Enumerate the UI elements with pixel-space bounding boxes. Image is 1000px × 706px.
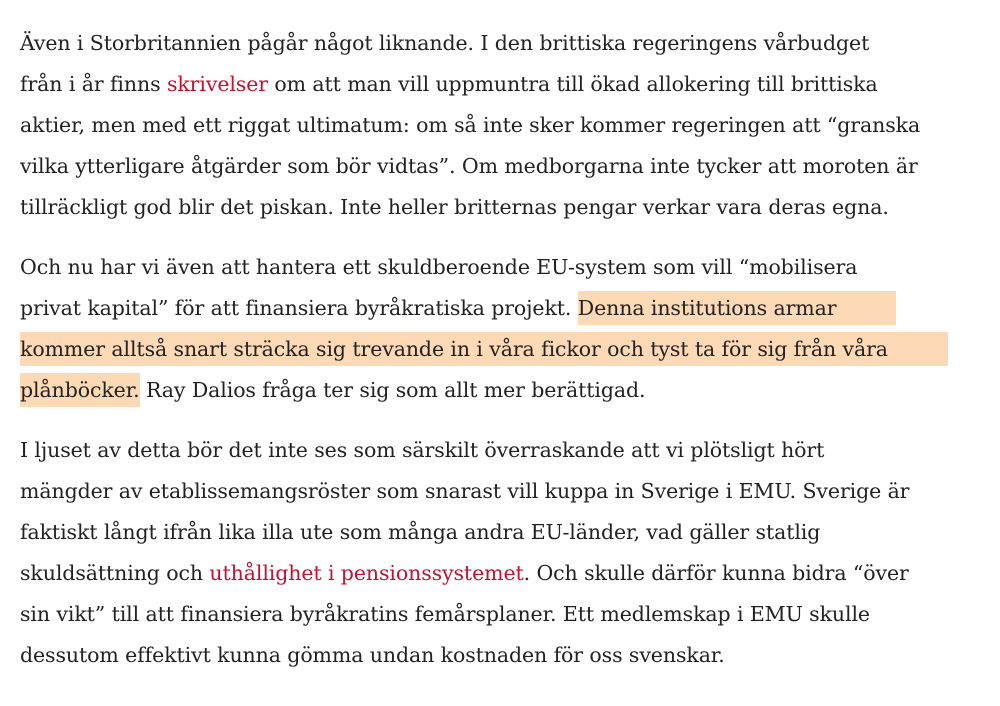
highlighted-quote[interactable]: kommer alltså snart sträcka sig trevande in i våra fickor och tyst ta för sig från våra — [20, 332, 888, 366]
article-body — [20, 23, 995, 695]
paragraph-3 — [20, 430, 995, 676]
text-span: skuldsättning och — [20, 561, 210, 585]
link-uthallighet-i-pensionssystemet[interactable]: uthållighet i pensionssystemet — [209, 561, 524, 585]
text-line: vilka ytterligare åtgärder som bör vidtas”. Om medborgarna inte tycker att moroten är — [20, 154, 918, 178]
text-line — [20, 553, 995, 594]
text-line: Även i Storbritannien pågår något liknande. I den brittiska regeringens vårbudget — [20, 31, 870, 55]
text-line — [20, 329, 995, 370]
highlighted-quote[interactable]: plånböcker. — [20, 373, 140, 407]
link-skrivelser[interactable]: skrivelser — [166, 72, 268, 96]
text-line: mängder av etablissemangsröster som snarast vill kuppa in Sverige i EMU. Sverige är — [20, 479, 910, 503]
text-line — [20, 288, 995, 329]
text-span: om att man vill uppmuntra till ökad allokering till brittiska — [267, 72, 878, 96]
text-span: . Och skulle därför kunna bidra “över — [523, 561, 909, 585]
text-span: från i år finns — [20, 72, 167, 96]
paragraph-1 — [20, 23, 995, 228]
text-line: tillräckligt god blir det piskan. Inte heller britternas pengar verkar vara deras egna. — [20, 195, 889, 219]
text-line: dessutom effektivt kunna gömma undan kostnaden för oss svenskar. — [20, 643, 725, 667]
highlighted-quote[interactable]: Denna institutions armar — [578, 291, 837, 325]
text-line: faktiskt långt ifrån lika illa ute som många andra EU-länder, vad gäller statlig — [20, 520, 821, 544]
text-line: aktier, men med ett riggat ultimatum: om så inte sker kommer regeringen att “granska — [20, 113, 921, 137]
text-line: sin vikt” till att finansiera byråkratins femårsplaner. Ett medlemskap i EMU skulle — [20, 602, 870, 626]
text-span: Ray Dalios fråga ter sig som allt mer berättigad. — [139, 378, 646, 402]
text-line: Och nu har vi även att hantera ett skuldberoende EU-system som vill “mobilisera — [20, 255, 858, 279]
text-line — [20, 64, 995, 105]
text-span: privat kapital” för att finansiera byråkratiska projekt. — [20, 296, 578, 320]
paragraph-2 — [20, 247, 995, 411]
text-line: I ljuset av detta bör det inte ses som särskilt överraskande att vi plötsligt hört — [20, 438, 825, 462]
text-line — [20, 370, 995, 411]
